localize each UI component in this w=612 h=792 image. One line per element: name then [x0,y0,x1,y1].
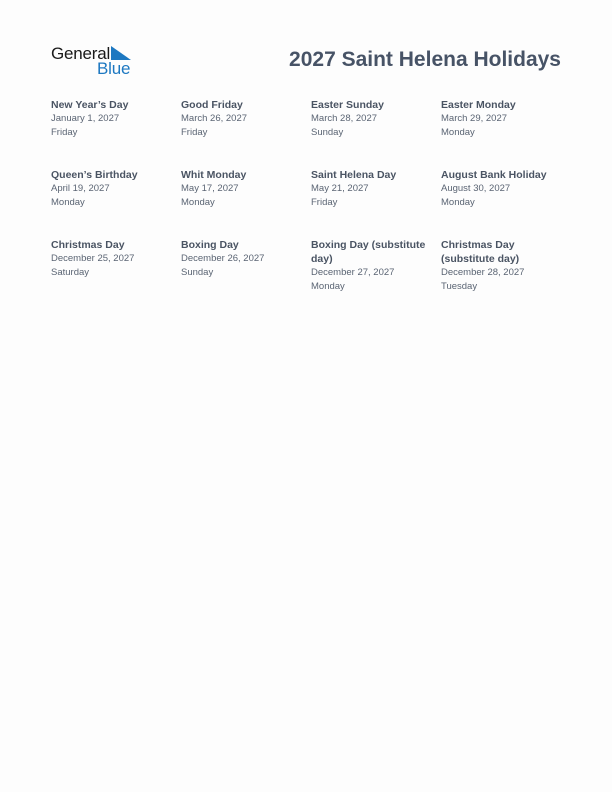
holiday-weekday: Friday [181,127,208,138]
logo-word-general: General [51,44,111,63]
holiday-name: Christmas Day [51,239,125,251]
holiday-item [181,98,311,168]
holiday-date: December 28, 2027 [441,267,525,278]
holiday-name: Christmas Day (substitute day) [441,239,520,265]
holiday-date: March 26, 2027 [181,113,248,124]
holiday-weekday: Monday [441,127,475,138]
holiday-item [311,98,441,168]
holiday-item [311,238,441,308]
holiday-item [51,98,181,168]
holiday-date: March 29, 2027 [441,113,508,124]
holiday-date: April 19, 2027 [51,183,110,194]
holiday-date: December 27, 2027 [311,267,395,278]
holiday-item [51,238,181,308]
holiday-item [181,238,311,308]
holiday-weekday: Saturday [51,267,90,278]
logo-flag-icon [111,46,131,60]
holiday-date: January 1, 2027 [51,113,120,124]
holiday-date: March 28, 2027 [311,113,378,124]
holiday-date: December 26, 2027 [181,253,265,264]
holiday-date: August 30, 2027 [441,183,511,194]
holiday-name: Saint Helena Day [311,169,397,181]
holiday-weekday: Monday [441,197,475,208]
holiday-weekday: Friday [311,197,338,208]
holiday-weekday: Sunday [311,127,344,138]
page-title: 2027 Saint Helena Holidays [289,48,561,71]
holiday-item [311,168,441,238]
holiday-item [441,98,571,168]
holiday-weekday: Sunday [181,267,214,278]
holiday-name: Queen’s Birthday [51,169,138,181]
holiday-date: December 25, 2027 [51,253,135,264]
holiday-item [181,168,311,238]
holiday-name: Whit Monday [181,169,247,181]
holiday-name: August Bank Holiday [441,169,547,181]
generalblue-logo [51,44,141,78]
holiday-date: May 17, 2027 [181,183,239,194]
holiday-weekday: Monday [51,197,85,208]
holiday-name: New Year’s Day [51,99,129,111]
holiday-name: Boxing Day [181,239,239,251]
holiday-item [441,168,571,238]
holiday-name: Good Friday [181,99,243,111]
holiday-weekday: Monday [181,197,215,208]
holiday-item [441,238,571,308]
holiday-name: Easter Monday [441,99,516,111]
holiday-weekday: Monday [311,281,345,292]
holiday-item [51,168,181,238]
logo-word-blue: Blue [97,59,131,78]
holiday-date: May 21, 2027 [311,183,369,194]
holiday-name: Easter Sunday [311,99,384,111]
holiday-weekday: Tuesday [441,281,478,292]
holiday-weekday: Friday [51,127,78,138]
holiday-name: Boxing Day (substitute day) [311,239,426,265]
holiday-grid [51,98,571,308]
